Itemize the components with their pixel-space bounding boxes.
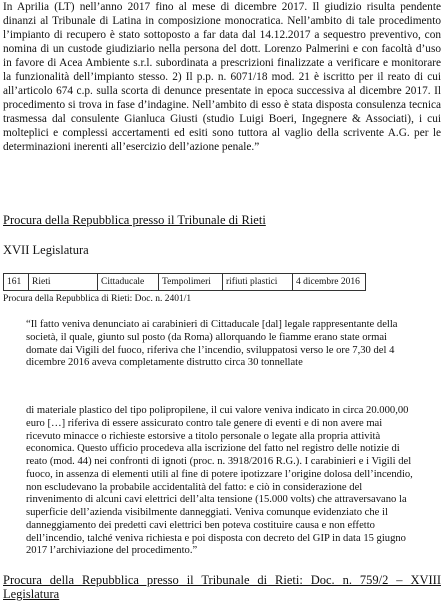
table-cell-date: 4 dicembre 2016 [293,274,366,291]
quote-part-1: “Il fatto veniva denunciato ai carabinieri di Cittaducale [dal] legale rappresentante della società, il quale, giunto sul posto (da Roma) allorquando le fiamme erano state ormai domate dai Vigili del fuoco, riferiva che l’incendio, sviluppatosi verso le ore 7,30 del 4 dicembre 2016 aveva completamente distrutto circa 30 tonnellate [26,319,398,369]
legislature-label: XVII Legislatura [3,243,89,257]
table-cell-company: Tempolimeri [159,274,223,291]
table-cell-number: 161 [4,274,29,291]
intro-paragraph: In Aprilia (LT) nell’anno 2017 fino al mese di dicembre 2017. Il giudizio risulta pendente dinanzi al Tribunale di Latina in composizione monocratica. Nell’ambito di tale procedimento l’impianto di recupero è stato sottoposto a far data dal 14.12.2017 a sequestro preventivo, con nomina di un custode giudiziario nella persona del dott. Lorenzo Palmerini e con facoltà d’uso in favore di Acea Ambiente s.r.l. subordinata a prescrizioni finalizzate a verificare e monitorare la funzionalità dell’impianto stesso. 2) Il p.p. n. 6071/18 mod. 21 è iscritto per il reato di cui all’articolo 674 c.p. sulla scorta di denunce presentate in epoca successiva al dicembre 2017. Il procedimento si trova in fase d’indagine. Nell’ambito di esso è stata disposta consulenza tecnica trasmessa dal consulente Gianluca Giusti (studio Luigi Boeri, Ingegnere & Associati), i cui molteplici e complessi accertamenti ed esiti sono tuttora al vaglio della scrivente A.G. per le determinazioni inerenti all’esercizio dell’azione penale.” [3,1,441,154]
table-cell-waste-type: rifiuti plastici [223,274,293,291]
section-heading-rieti: Procura della Repubblica presso il Tribunale di Rieti [3,213,266,227]
quote-part-2: di materiale plastico del tipo polipropilene, il cui valore veniva indicato in circa 20.000,00 euro […] riferiva di essere assicurato contro tale genere di eventi e di non avere mai ricevuto minacce o richieste estorsive a titolo personale o legate alla propria attività economica. Questo ufficio procedeva alla iscrizione del fatto nel registro delle notizie di reato (mod. 44) nei confronti di ignoti (proc. n. 3918/2016 R.G.). I carabinieri e i Vigili del fuoco, in assenza di elementi utili al fine di potere ipotizzare l’origine dolosa dell’incendio, non escludevano la probabile accidentalità del fatto: e ciò in considerazione del rinvenimento di alcuni cavi elettrici dell’alta tensione (15.000 volts) che attraversavano la superficie dell’azienda visibilmente danneggiati. Veniva comunque evidenziato che il danneggiamento dei predetti cavi elettrici ben poteva costituire causa e non effetto dell’incendio, talché veniva richiesta e poi disposta con decreto del GIP in data 15 giugno 2017 l’archiviazione del procedimento.” [26,405,413,557]
section-heading-rieti-doc-759-line2: Legislatura [3,587,60,601]
table-cell-province: Rieti [29,274,98,291]
incident-table [3,273,366,291]
document-reference: Procura della Repubblica di Rieti: Doc. n. 2401/1 [3,294,192,304]
section-heading-rieti-doc-759: Procura della Repubblica presso il Tribunale di Rieti: Doc. n. 759/2 – XVIII [3,573,441,587]
table-row [4,274,366,291]
table-cell-municipality: Cittaducale [98,274,159,291]
